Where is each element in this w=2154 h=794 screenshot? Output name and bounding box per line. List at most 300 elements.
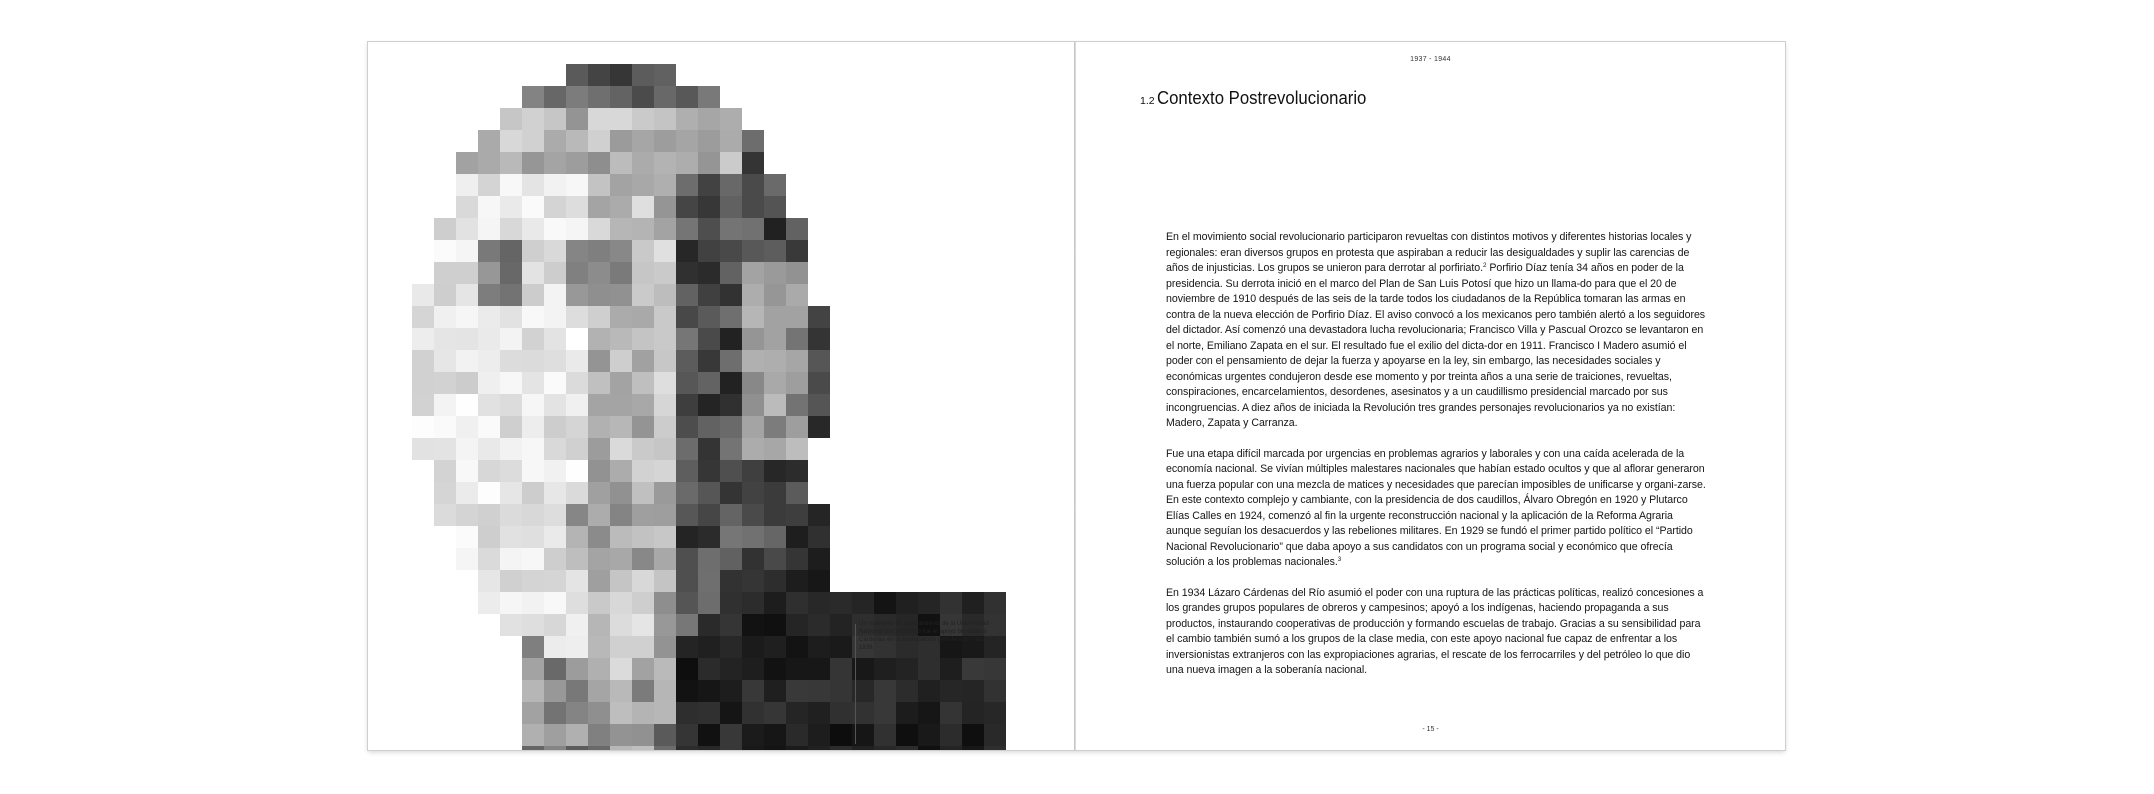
- mosaic-tile: [500, 350, 522, 372]
- mosaic-tile: [654, 416, 676, 438]
- mosaic-tile: [676, 152, 698, 174]
- mosaic-tile: [676, 86, 698, 108]
- mosaic-tile: [720, 680, 742, 702]
- mosaic-tile: [610, 438, 632, 460]
- mosaic-tile: [610, 614, 632, 636]
- mosaic-tile: [522, 328, 544, 350]
- mosaic-tile: [918, 746, 940, 750]
- mosaic-tile: [566, 152, 588, 174]
- mosaic-tile: [478, 218, 500, 240]
- mosaic-tile: [720, 482, 742, 504]
- mosaic-tile: [588, 284, 610, 306]
- mosaic-tile: [588, 394, 610, 416]
- mosaic-tile: [588, 702, 610, 724]
- mosaic-tile: [610, 702, 632, 724]
- mosaic-tile: [456, 548, 478, 570]
- mosaic-tile: [522, 284, 544, 306]
- mosaic-tile: [764, 394, 786, 416]
- mosaic-tile: [808, 416, 830, 438]
- paragraph-1-text-cont: Porfirio Díaz tenía 34 años en poder de la presidencia. Su derrota inició en el marco del Plan de San Luis Potosí que hizo un llama-do para que el 20 de noviembre de 1910 después de las seis de la tarde todos los ciudadanos de la República tomaran las armas en contra de la nueva elección de Porfirio Díaz. El aviso convocó a los mexicanos pero también alertó a los seguidores del dictador. Así comenzó una devastadora lucha revolucionaria; Francisco Villa y Pascual Orozco se levantaron en el norte, Emiliano Zapata en el sur. El resultado fue el exilio del dicta-dor en 1911. Francisco I Madero asumió el poder con el pensamiento de dejar la fuerza y apoyarse en la ley, sin embargo, las necesidades sociales y económicas urgentes condujeron desde ese momento y por treinta años a una serie de traiciones, revueltas, conspiraciones, encarcelamientos, desordenes, asesinatos y a un caudillismo presidencial marcado por sus incongruencias. A diez años de iniciada la Revolución tres grandes personajes revolucionarios ya no existían: Madero, Zapata y Carranza.: [1166, 262, 1706, 429]
- mosaic-tile: [478, 372, 500, 394]
- mosaic-tile: [500, 526, 522, 548]
- mosaic-tile: [566, 218, 588, 240]
- mosaic-tile: [566, 592, 588, 614]
- mosaic-tile: [742, 548, 764, 570]
- mosaic-tile: [808, 350, 830, 372]
- mosaic-tile: [434, 328, 456, 350]
- mosaic-tile: [456, 262, 478, 284]
- mosaic-tile: [786, 372, 808, 394]
- mosaic-tile: [808, 658, 830, 680]
- mosaic-tile: [940, 658, 962, 680]
- mosaic-tile: [654, 218, 676, 240]
- mosaic-tile: [588, 482, 610, 504]
- mosaic-tile: [764, 438, 786, 460]
- mosaic-tile: [632, 262, 654, 284]
- mosaic-tile: [742, 350, 764, 372]
- mosaic-tile: [786, 504, 808, 526]
- mosaic-tile: [632, 592, 654, 614]
- mosaic-tile: [610, 724, 632, 746]
- mosaic-tile: [544, 284, 566, 306]
- mosaic-tile: [544, 218, 566, 240]
- mosaic-tile: [544, 570, 566, 592]
- mosaic-tile: [566, 570, 588, 592]
- mosaic-tile: [544, 262, 566, 284]
- mosaic-tile: [764, 196, 786, 218]
- mosaic-tile: [676, 460, 698, 482]
- mosaic-tile: [742, 460, 764, 482]
- mosaic-tile: [522, 262, 544, 284]
- mosaic-tile: [962, 746, 984, 750]
- mosaic-tile: [500, 614, 522, 636]
- mosaic-tile: [764, 702, 786, 724]
- mosaic-tile: [566, 482, 588, 504]
- mosaic-tile: [874, 592, 896, 614]
- mosaic-tile: [522, 306, 544, 328]
- mosaic-tile: [632, 746, 654, 750]
- mosaic-tile: [742, 614, 764, 636]
- mosaic-tile: [566, 130, 588, 152]
- mosaic-tile: [500, 482, 522, 504]
- mosaic-tile: [808, 592, 830, 614]
- mosaic-tile: [588, 658, 610, 680]
- mosaic-tile: [676, 350, 698, 372]
- mosaic-tile: [742, 482, 764, 504]
- mosaic-tile: [632, 394, 654, 416]
- mosaic-tile: [610, 482, 632, 504]
- mosaic-tile: [632, 504, 654, 526]
- mosaic-tile: [588, 218, 610, 240]
- mosaic-tile: [720, 306, 742, 328]
- mosaic-tile: [632, 658, 654, 680]
- mosaic-tile: [764, 416, 786, 438]
- mosaic-tile: [786, 328, 808, 350]
- mosaic-tile: [786, 680, 808, 702]
- mosaic-tile: [434, 504, 456, 526]
- mosaic-tile: [742, 218, 764, 240]
- mosaic-tile: [632, 130, 654, 152]
- mosaic-tile: [808, 570, 830, 592]
- mosaic-tile: [896, 724, 918, 746]
- mosaic-tile: [654, 196, 676, 218]
- mosaic-tile: [456, 460, 478, 482]
- mosaic-tile: [918, 724, 940, 746]
- mosaic-tile: [500, 108, 522, 130]
- mosaic-tile: [456, 218, 478, 240]
- mosaic-tile: [588, 416, 610, 438]
- mosaic-tile: [742, 152, 764, 174]
- mosaic-tile: [698, 636, 720, 658]
- mosaic-tile: [764, 680, 786, 702]
- mosaic-tile: [720, 592, 742, 614]
- mosaic-tile: [698, 328, 720, 350]
- mosaic-tile: [588, 306, 610, 328]
- mosaic-tile: [764, 328, 786, 350]
- mosaic-tile: [478, 416, 500, 438]
- mosaic-tile: [610, 240, 632, 262]
- mosaic-tile: [654, 130, 676, 152]
- mosaic-tile: [720, 548, 742, 570]
- mosaic-tile: [786, 350, 808, 372]
- mosaic-tile: [940, 592, 962, 614]
- mosaic-tile: [456, 328, 478, 350]
- mosaic-tile: [742, 570, 764, 592]
- mosaic-tile: [742, 416, 764, 438]
- mosaic-tile: [742, 702, 764, 724]
- mosaic-tile: [654, 174, 676, 196]
- mosaic-tile: [962, 592, 984, 614]
- mosaic-tile: [544, 174, 566, 196]
- mosaic-tile: [522, 218, 544, 240]
- mosaic-tile: [500, 416, 522, 438]
- mosaic-tile: [522, 680, 544, 702]
- right-page: [1076, 42, 1785, 750]
- mosaic-tile: [676, 372, 698, 394]
- mosaic-tile: [566, 416, 588, 438]
- mosaic-tile: [676, 658, 698, 680]
- mosaic-tile: [676, 482, 698, 504]
- mosaic-tile: [720, 174, 742, 196]
- mosaic-tile: [918, 702, 940, 724]
- mosaic-tile: [742, 394, 764, 416]
- mosaic-tile: [522, 130, 544, 152]
- mosaic-tile: [566, 86, 588, 108]
- mosaic-tile: [742, 372, 764, 394]
- mosaic-tile: [610, 570, 632, 592]
- mosaic-tile: [720, 152, 742, 174]
- mosaic-tile: [434, 350, 456, 372]
- mosaic-tile: [698, 702, 720, 724]
- mosaic-tile: [918, 680, 940, 702]
- footnote-ref-3: 3: [1337, 556, 1342, 563]
- mosaic-tile: [500, 130, 522, 152]
- mosaic-tile: [720, 460, 742, 482]
- mosaic-tile: [698, 152, 720, 174]
- mosaic-tile: [918, 658, 940, 680]
- mosaic-tile: [962, 724, 984, 746]
- mosaic-tile: [588, 372, 610, 394]
- mosaic-tile: [434, 416, 456, 438]
- mosaic-tile: [720, 394, 742, 416]
- mosaic-tile: [588, 724, 610, 746]
- mosaic-tile: [742, 526, 764, 548]
- mosaic-tile: [940, 746, 962, 750]
- mosaic-tile: [610, 526, 632, 548]
- mosaic-tile: [544, 438, 566, 460]
- mosaic-tile: [786, 240, 808, 262]
- mosaic-tile: [720, 614, 742, 636]
- mosaic-tile: [896, 658, 918, 680]
- mosaic-tile: [456, 240, 478, 262]
- mosaic-tile: [742, 130, 764, 152]
- mosaic-tile: [676, 680, 698, 702]
- mosaic-tile: [500, 240, 522, 262]
- mosaic-tile: [610, 636, 632, 658]
- mosaic-tile: [632, 526, 654, 548]
- mosaic-tile: [764, 306, 786, 328]
- mosaic-tile: [478, 504, 500, 526]
- mosaic-tile: [654, 636, 676, 658]
- mosaic-tile: [698, 482, 720, 504]
- mosaic-tile: [676, 526, 698, 548]
- mosaic-tile: [544, 592, 566, 614]
- running-head: 1937 - 1944: [1410, 56, 1451, 63]
- mosaic-tile: [676, 724, 698, 746]
- mosaic-tile: [830, 614, 852, 636]
- mosaic-tile: [698, 394, 720, 416]
- mosaic-tile: [478, 306, 500, 328]
- mosaic-tile: [456, 394, 478, 416]
- mosaic-tile: [478, 394, 500, 416]
- mosaic-tile: [742, 504, 764, 526]
- mosaic-tile: [632, 284, 654, 306]
- mosaic-tile: [940, 702, 962, 724]
- mosaic-tile: [874, 746, 896, 750]
- mosaic-tile: [522, 460, 544, 482]
- mosaic-tile: [698, 592, 720, 614]
- caption-rule: [855, 624, 856, 744]
- mosaic-tile: [984, 724, 1006, 746]
- mosaic-tile: [698, 262, 720, 284]
- mosaic-tile: [676, 328, 698, 350]
- mosaic-tile: [852, 592, 874, 614]
- mosaic-tile: [588, 680, 610, 702]
- mosaic-tile: [698, 108, 720, 130]
- mosaic-tile: [676, 592, 698, 614]
- mosaic-tile: [610, 372, 632, 394]
- mosaic-tile: [478, 460, 500, 482]
- mosaic-tile: [544, 460, 566, 482]
- mosaic-tile: [566, 394, 588, 416]
- mosaic-tile: [522, 438, 544, 460]
- mosaic-tile: [544, 504, 566, 526]
- mosaic-tile: [610, 328, 632, 350]
- mosaic-tile: [720, 526, 742, 548]
- mosaic-tile: [720, 108, 742, 130]
- mosaic-tile: [742, 328, 764, 350]
- mosaic-tile: [632, 482, 654, 504]
- mosaic-tile: [478, 130, 500, 152]
- mosaic-tile: [588, 526, 610, 548]
- mosaic-tile: [566, 306, 588, 328]
- mosaic-tile: [544, 548, 566, 570]
- mosaic-tile: [456, 284, 478, 306]
- mosaic-tile: [698, 526, 720, 548]
- left-page: [368, 42, 1074, 750]
- mosaic-tile: [522, 394, 544, 416]
- mosaic-tile: [874, 658, 896, 680]
- mosaic-tile: [764, 592, 786, 614]
- mosaic-tile: [566, 262, 588, 284]
- mosaic-tile: [478, 526, 500, 548]
- mosaic-tile: [698, 658, 720, 680]
- book-spread: [368, 42, 1785, 750]
- mosaic-tile: [676, 416, 698, 438]
- mosaic-tile: [698, 196, 720, 218]
- mosaic-tile: [654, 702, 676, 724]
- mosaic-tile: [764, 240, 786, 262]
- mosaic-tile: [522, 240, 544, 262]
- mosaic-tile: [720, 284, 742, 306]
- mosaic-tile: [742, 306, 764, 328]
- mosaic-tile: [566, 504, 588, 526]
- mosaic-tile: [566, 724, 588, 746]
- mosaic-tile: [566, 284, 588, 306]
- mosaic-tile: [676, 394, 698, 416]
- mosaic-tile: [632, 460, 654, 482]
- mosaic-tile: [654, 262, 676, 284]
- mosaic-tile: [544, 108, 566, 130]
- mosaic-tile: [522, 504, 544, 526]
- mosaic-tile: [610, 548, 632, 570]
- mosaic-tile: [544, 746, 566, 750]
- mosaic-tile: [522, 86, 544, 108]
- mosaic-tile: [544, 196, 566, 218]
- mosaic-tile: [500, 438, 522, 460]
- mosaic-tile: [786, 658, 808, 680]
- mosaic-tile: [500, 570, 522, 592]
- mosaic-tile: [654, 548, 676, 570]
- mosaic-tile: [588, 460, 610, 482]
- mosaic-tile: [698, 130, 720, 152]
- mosaic-tile: [698, 438, 720, 460]
- mosaic-tile: [412, 306, 434, 328]
- mosaic-tile: [720, 262, 742, 284]
- mosaic-tile: [720, 746, 742, 750]
- mosaic-tile: [544, 306, 566, 328]
- mosaic-tile: [434, 460, 456, 482]
- mosaic-tile: [984, 702, 1006, 724]
- mosaic-tile: [764, 724, 786, 746]
- mosaic-tile: [698, 724, 720, 746]
- mosaic-tile: [896, 592, 918, 614]
- mosaic-tile: [808, 504, 830, 526]
- section-number: 1.2: [1140, 95, 1155, 107]
- mosaic-tile: [478, 284, 500, 306]
- mosaic-tile: [676, 240, 698, 262]
- mosaic-tile: [654, 592, 676, 614]
- mosaic-tile: [588, 174, 610, 196]
- mosaic-tile: [610, 174, 632, 196]
- mosaic-tile: [698, 416, 720, 438]
- mosaic-tile: [566, 460, 588, 482]
- mosaic-tile: [456, 174, 478, 196]
- mosaic-tile: [456, 526, 478, 548]
- mosaic-tile: [676, 438, 698, 460]
- mosaic-tile: [610, 460, 632, 482]
- footnote-ref-2: 2: [1482, 262, 1487, 269]
- mosaic-tile: [610, 306, 632, 328]
- mosaic-tile: [632, 64, 654, 86]
- mosaic-tile: [698, 218, 720, 240]
- mosaic-tile: [654, 658, 676, 680]
- mosaic-tile: [522, 746, 544, 750]
- mosaic-tile: [786, 262, 808, 284]
- mosaic-tile: [742, 592, 764, 614]
- mosaic-tile: [566, 108, 588, 130]
- mosaic-tile: [566, 372, 588, 394]
- mosaic-tile: [434, 394, 456, 416]
- mosaic-tile: [456, 152, 478, 174]
- mosaic-tile: [522, 614, 544, 636]
- mosaic-tile: [456, 306, 478, 328]
- mosaic-tile: [412, 328, 434, 350]
- mosaic-tile: [456, 482, 478, 504]
- mosaic-tile: [566, 328, 588, 350]
- mosaic-tile: [698, 680, 720, 702]
- mosaic-tile: [478, 196, 500, 218]
- mosaic-tile: [412, 372, 434, 394]
- mosaic-tile: [588, 746, 610, 750]
- mosaic-tile: [764, 636, 786, 658]
- mosaic-tile: [786, 438, 808, 460]
- mosaic-tile: [544, 526, 566, 548]
- mosaic-tile: [786, 592, 808, 614]
- mosaic-tile: [588, 614, 610, 636]
- mosaic-tile: [764, 218, 786, 240]
- mosaic-tile: [522, 636, 544, 658]
- mosaic-tile: [808, 372, 830, 394]
- mosaic-tile: [720, 218, 742, 240]
- mosaic-tile: [654, 724, 676, 746]
- mosaic-tile: [764, 372, 786, 394]
- paragraph-3-text: En 1934 Lázaro Cárdenas del Río asumió el poder con una ruptura de las prácticas políticas, realizó concesiones a los grandes grupos populares de obreros y campesinos; apoyó a los indígenas, haciendo propaganda a sus productos, instaurando cooperativas de producción y formando escuelas de trabajo. Gracias a su sensibilidad para el cambio también sumó a los grupos de la clase media, con este apoyo nacional fue capaz de enfrentar a los inversionistas extranjeros con las expropiaciones agrarias, el rescate de los ferrocarriles y del petróleo lo que dio una nueva imagen a la soberanía nacional.: [1166, 586, 1704, 676]
- mosaic-tile: [632, 372, 654, 394]
- mosaic-tile: [544, 702, 566, 724]
- mosaic-tile: [412, 438, 434, 460]
- mosaic-tile: [654, 64, 676, 86]
- mosaic-tile: [808, 328, 830, 350]
- mosaic-tile: [918, 592, 940, 614]
- mosaic-tile: [676, 196, 698, 218]
- mosaic-tile: [830, 702, 852, 724]
- mosaic-tile: [764, 284, 786, 306]
- mosaic-tile: [676, 174, 698, 196]
- mosaic-tile: [478, 438, 500, 460]
- mosaic-tile: [500, 306, 522, 328]
- mosaic-tile: [456, 350, 478, 372]
- mosaic-tile: [610, 86, 632, 108]
- mosaic-tile: [654, 482, 676, 504]
- mosaic-tile: [588, 108, 610, 130]
- mosaic-tile: [566, 240, 588, 262]
- mosaic-tile: [962, 680, 984, 702]
- mosaic-tile: [676, 746, 698, 750]
- mosaic-tile: [786, 702, 808, 724]
- mosaic-tile: [478, 240, 500, 262]
- mosaic-tile: [412, 394, 434, 416]
